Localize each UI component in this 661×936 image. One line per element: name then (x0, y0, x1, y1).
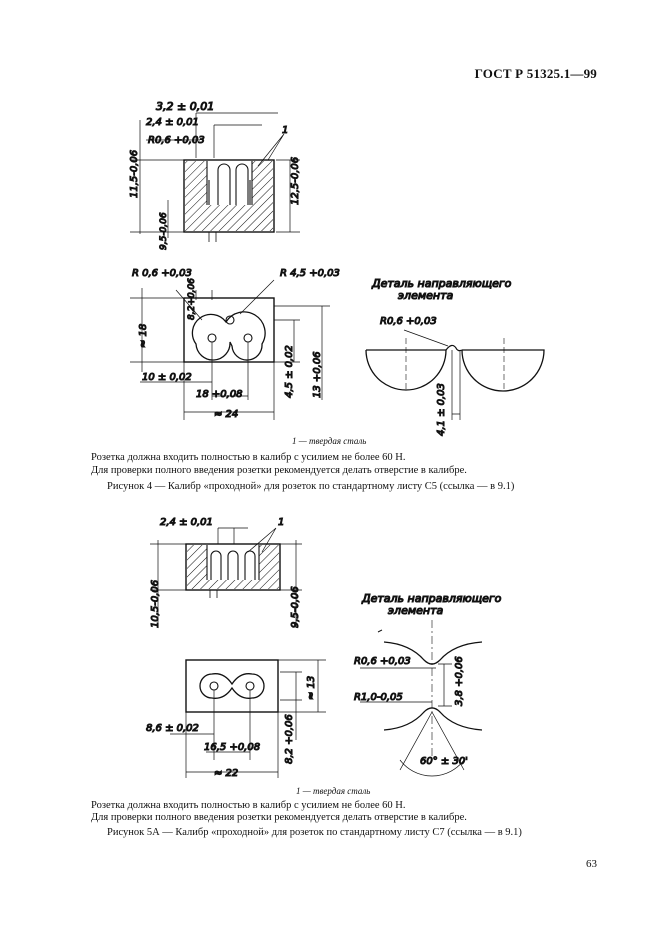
fig5a-dim-d2: 1 (278, 517, 285, 528)
fig5a-dim-d6: 8,6 ± 0,02 (146, 723, 199, 734)
fig4-detail-title-line2: элемента (398, 289, 454, 302)
fig5a-caption: Рисунок 5А — Калибр «проходной» для розеток по стандартному листу С7 (ссылка — в 9.1) (107, 827, 522, 838)
fig4-dim-d17: R0,6 +0,03 (380, 316, 437, 327)
fig5a-front-view (170, 660, 326, 778)
fig4-dim-d1: 3,2 ± 0,01 (156, 100, 215, 113)
fig4-dim-d7: 1 (282, 125, 289, 136)
fig4-dim-d5: 12,5-0,06 (290, 156, 301, 205)
standard-header: ГОСТ Р 51325.1—99 (474, 66, 597, 81)
page-number: 63 (586, 858, 597, 870)
fig4-dim-d9: R 4,5 +0,03 (280, 268, 340, 279)
fig5a-dim-d8: 16,5 +0,08 (204, 742, 261, 753)
fig4-side-view (130, 113, 300, 242)
fig4-dim-d10: 8,2+0,06 (187, 278, 197, 320)
fig4-dim-d13: 18 +0,08 (196, 389, 243, 400)
fig4-dim-d14: ≈ 24 (214, 409, 239, 420)
fig4-dim-d3: R0,6 +0,03 (148, 135, 205, 146)
fig4-detail-profile (366, 330, 544, 420)
fig5a-side-view (150, 528, 302, 628)
fig5a-dim-d10: R0,6 +0,03 (354, 656, 411, 667)
fig4-dim-d4: 11,5-0,06 (129, 149, 140, 198)
fig4-caption: Рисунок 4 — Калибр «проходной» для розеток по стандартному листу С5 (ссылка — в 9.1) (107, 481, 515, 492)
fig5a-dim-d11: R1,0-0,05 (354, 692, 403, 703)
fig5a-dim-d4: 9,5-0,06 (290, 586, 301, 628)
fig5a-legend: 1 — твердая сталь (296, 786, 371, 796)
fig5a-dim-d9: ≈ 22 (214, 768, 239, 779)
fig4-note-2: Для проверки полного введения розетки рекомендуется делать отверстие в калибре. (91, 465, 467, 476)
fig5a-note-2: Для проверки полного введения розетки рекомендуется делать отверстие в калибре. (91, 812, 467, 823)
fig4-dim-d11: ≈ 18 (138, 323, 149, 348)
fig4-detail-title-line1: Деталь направляющего (372, 277, 512, 290)
fig4-dim-d15: 4,5 ± 0,02 (284, 345, 295, 398)
fig4-dim-d16: 13 +0,06 (312, 351, 323, 398)
fig4-dim-d12: 10 ± 0,02 (142, 372, 192, 383)
fig4-dim-d8: R 0,6 +0,03 (132, 268, 192, 279)
fig5a-note-1: Розетка должна входить полностью в калибр с усилием не более 60 Н. (91, 800, 406, 811)
fig4-dim-d6: 9,5-0,06 (159, 212, 169, 250)
fig5a-dim-d13: 60° ± 30' (420, 756, 468, 767)
fig4-legend: 1 — твердая сталь (292, 436, 367, 446)
fig5a-dim-d5: ≈ 13 (306, 675, 317, 700)
fig4-dim-d2: 2,4 ± 0,01 (146, 117, 199, 128)
fig4-note-1: Розетка должна входить полностью в калибр с усилием не более 60 Н. (91, 452, 406, 463)
fig5a-dim-d3: 10,5-0,06 (150, 579, 161, 628)
fig5a-detail-title-line1: Деталь направляющего (362, 592, 502, 605)
fig4-dim-d18: 4,1 ± 0,03 (436, 383, 447, 436)
fig5a-dim-d1: 2,4 ± 0,01 (160, 517, 213, 528)
fig5a-dim-d12: 3,8 +0,06 (454, 656, 465, 706)
fig5a-detail-title-line2: элемента (388, 604, 444, 617)
fig5a-dim-d7: 8,2 +0,06 (284, 714, 295, 764)
